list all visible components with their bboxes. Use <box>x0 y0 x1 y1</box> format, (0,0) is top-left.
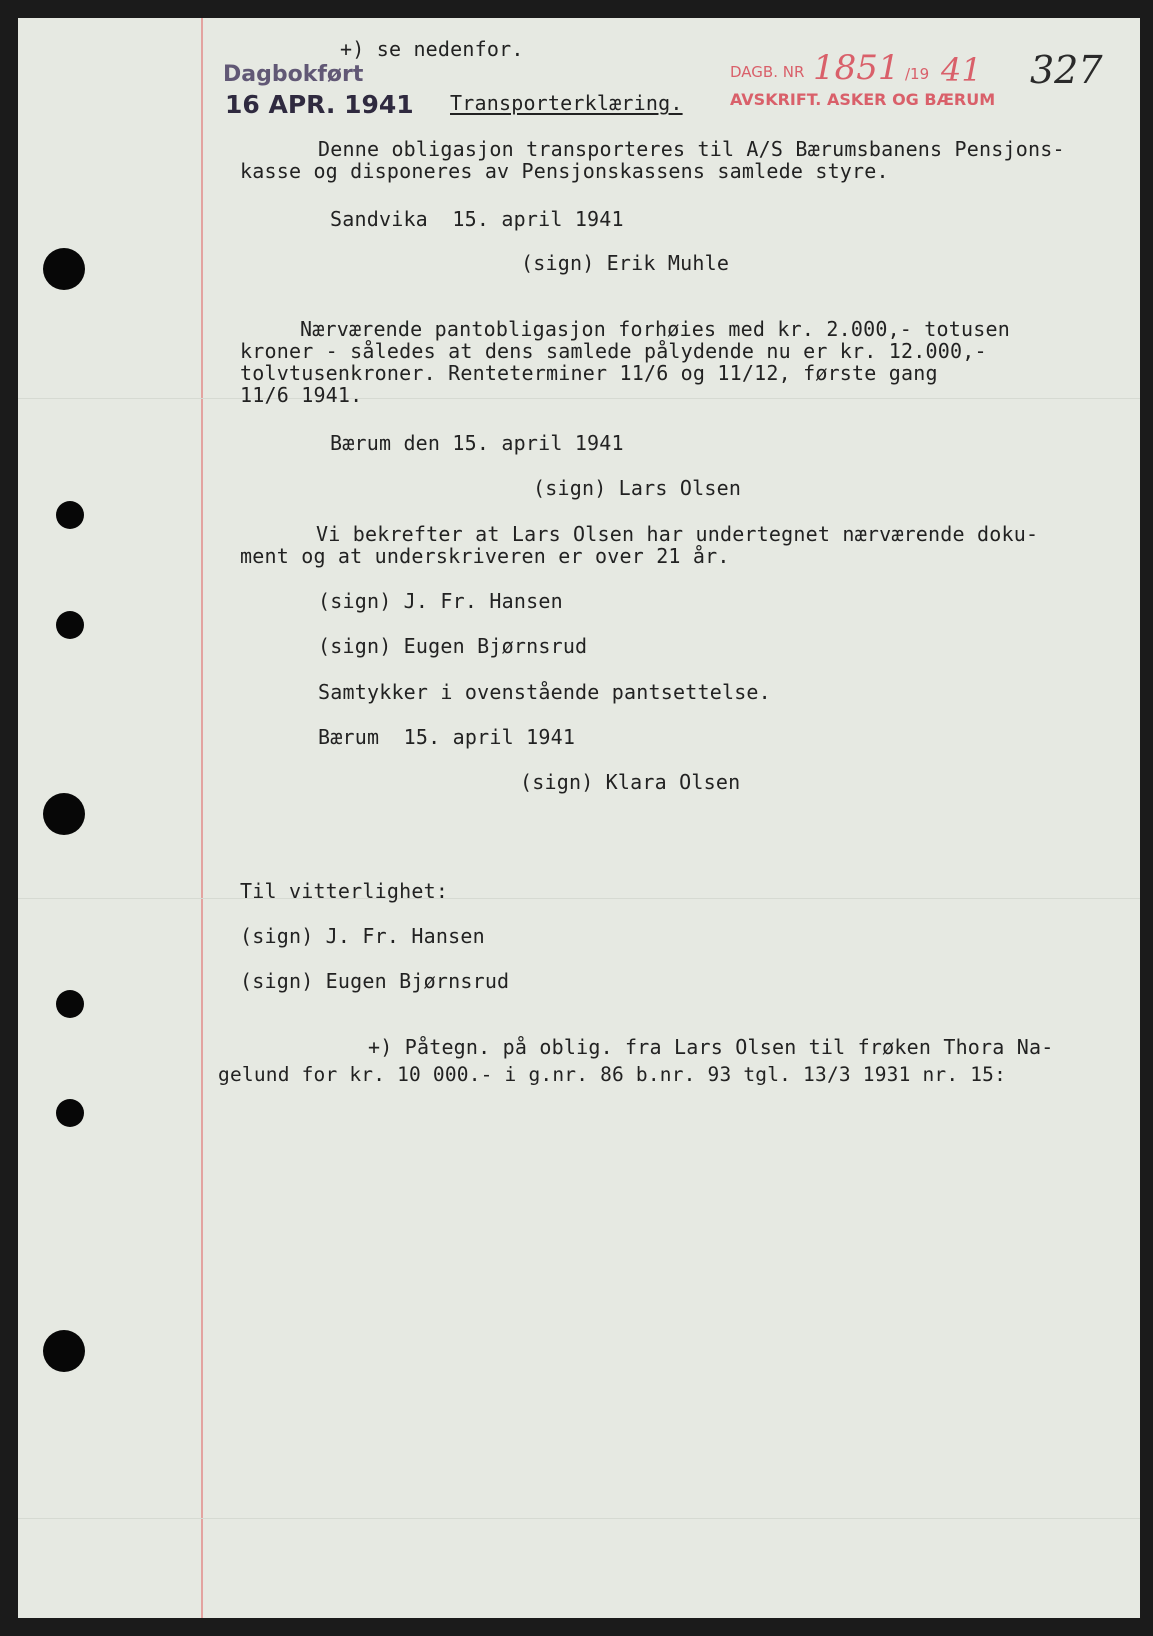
punch-hole <box>43 1330 85 1372</box>
punch-hole <box>56 501 84 529</box>
paragraph-line: Vi bekrefter at Lars Olsen har undertegnet nærværende doku- <box>316 522 1039 546</box>
signature: (sign) J. Fr. Hansen <box>318 589 563 613</box>
margin-line <box>201 18 203 1618</box>
paragraph-line: ment og at underskriveren er over 21 år. <box>240 544 730 568</box>
heading: Transporterklæring. <box>450 91 683 115</box>
paragraph-line: kasse og disponeres av Pensjonskassens samlede styre. <box>240 159 889 183</box>
paragraph-line: 11/6 1941. <box>240 383 363 407</box>
witness-signature: (sign) Eugen Bjørnsrud <box>240 969 510 993</box>
ruling-line <box>18 1518 1140 1519</box>
ruling-line <box>18 398 1140 399</box>
signature: (sign) Erik Muhle <box>521 251 730 275</box>
punch-hole <box>56 1099 84 1127</box>
place-date: Sandvika 15. april 1941 <box>330 207 624 231</box>
footnote-line: +) Påtegn. på oblig. fra Lars Olsen til frøken Thora Na- <box>368 1035 1054 1059</box>
signature: (sign) Eugen Bjørnsrud <box>318 634 588 658</box>
footnote-line: gelund for kr. 10 000.- i g.nr. 86 b.nr. 93 tgl. 13/3 1931 nr. 15: <box>218 1063 1007 1086</box>
paragraph-line: kroner - således at dens samlede pålydende nu er kr. 12.000,- <box>240 339 987 363</box>
dagbokfort-stamp: Dagbokført <box>223 62 364 87</box>
punch-hole <box>56 990 84 1018</box>
year-prefix: /19 <box>905 65 930 83</box>
avskrift-stamp: AVSKRIFT. ASKER OG BÆRUM <box>730 90 996 109</box>
place-date: Bærum den 15. april 1941 <box>330 431 624 455</box>
date-stamp: 16 APR. 1941 <box>225 90 414 119</box>
witness-signature: (sign) J. Fr. Hansen <box>240 924 485 948</box>
document-page <box>18 18 1140 1618</box>
dagb-label: DAGB. NR <box>730 63 805 81</box>
consent-line: Samtykker i ovenstående pantsettelse. <box>318 680 771 704</box>
signature: (sign) Klara Olsen <box>520 770 741 794</box>
punch-hole <box>43 793 85 835</box>
signature: (sign) Lars Olsen <box>533 476 742 500</box>
place-date: Bærum 15. april 1941 <box>318 725 576 749</box>
paragraph-line: Nærværende pantobligasjon forhøies med kr. 2.000,- totusen <box>300 317 1010 341</box>
punch-hole <box>43 248 85 290</box>
page-number: 327 <box>1030 48 1103 92</box>
dagb-number: 1851 <box>813 48 900 88</box>
paragraph-line: tolvtusenkroner. Renteterminer 11/6 og 11/12, første gang <box>240 361 938 385</box>
punch-hole <box>56 611 84 639</box>
year-suffix: 41 <box>941 51 982 89</box>
witness-label: Til vitterlighet: <box>240 879 449 903</box>
paragraph-line: Denne obligasjon transporteres til A/S Bærumsbanens Pensjons- <box>318 137 1065 161</box>
top-note: +) se nedenfor. <box>340 37 524 61</box>
ruling-line <box>18 898 1140 899</box>
